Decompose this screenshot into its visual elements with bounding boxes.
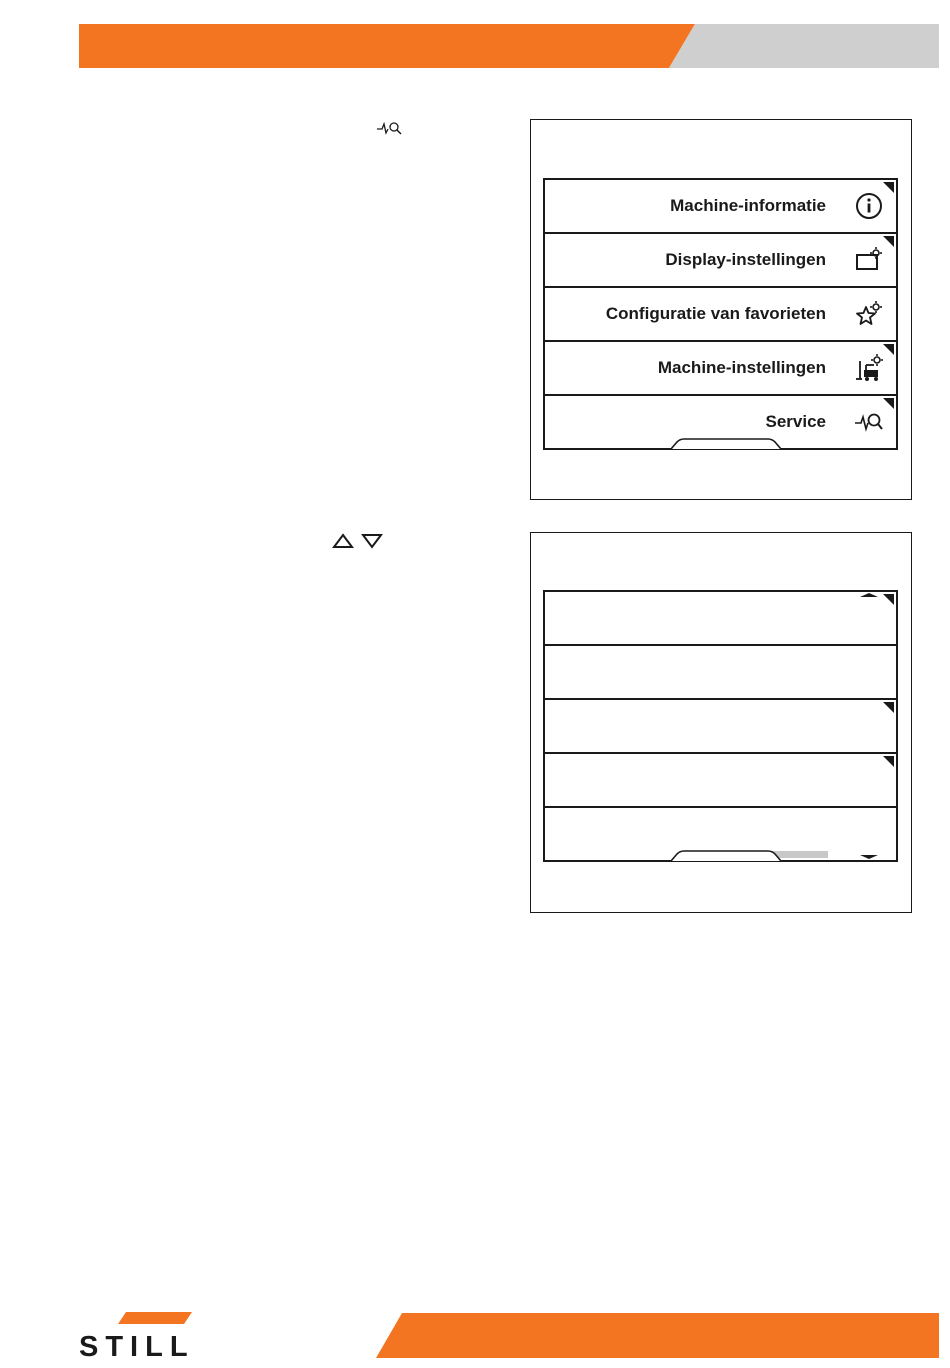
list-item[interactable] bbox=[543, 644, 898, 700]
menu-item-label: Machine-instellingen bbox=[657, 358, 826, 377]
submenu-indicator bbox=[883, 756, 894, 767]
svg-text:STILL: STILL bbox=[79, 1331, 195, 1360]
menu-item-label: Service bbox=[765, 412, 826, 431]
triangle-down-outline-icon bbox=[361, 533, 383, 549]
scroll-up-indicator bbox=[860, 593, 878, 597]
menu-item-service[interactable] bbox=[543, 394, 898, 450]
submenu-indicator bbox=[883, 182, 894, 193]
list-item[interactable] bbox=[543, 698, 898, 754]
tab-notch bbox=[671, 850, 781, 862]
list-item[interactable] bbox=[543, 590, 898, 646]
service-pulse-magnifier-icon bbox=[376, 120, 404, 136]
footer-bar bbox=[376, 1313, 939, 1358]
forklift-gear-icon bbox=[854, 353, 884, 383]
menu-item-label: Configuratie van favorieten bbox=[605, 304, 826, 323]
menu-item-label: Machine-informatie bbox=[670, 196, 826, 215]
list-item[interactable] bbox=[543, 752, 898, 808]
menu-item-display-settings[interactable] bbox=[543, 232, 898, 288]
menu-item-machine-settings[interactable] bbox=[543, 340, 898, 396]
submenu-indicator bbox=[883, 594, 894, 605]
settings-menu bbox=[543, 178, 898, 450]
scroll-down-indicator bbox=[860, 855, 878, 859]
tab-notch bbox=[671, 438, 781, 450]
submenu-indicator bbox=[883, 702, 894, 713]
info-icon bbox=[854, 191, 884, 221]
submenu-indicator bbox=[883, 236, 894, 247]
list-item[interactable] bbox=[543, 806, 898, 862]
submenu-indicator bbox=[883, 398, 894, 409]
triangle-up-outline-icon bbox=[332, 533, 354, 549]
favorites-star-gear-icon bbox=[854, 299, 884, 329]
menu-item-favorites-config[interactable] bbox=[543, 286, 898, 342]
service-pulse-magnifier-icon bbox=[854, 407, 884, 437]
submenu-indicator bbox=[883, 344, 894, 355]
still-logo bbox=[78, 1310, 238, 1360]
menu-item-machine-info[interactable] bbox=[543, 178, 898, 234]
display-screen-scroll-list bbox=[530, 532, 912, 913]
scroll-list bbox=[543, 590, 898, 862]
menu-item-label: Display-instellingen bbox=[665, 250, 826, 269]
display-settings-icon bbox=[854, 245, 884, 275]
display-screen-settings-menu bbox=[530, 119, 912, 500]
header-bar bbox=[79, 24, 939, 68]
